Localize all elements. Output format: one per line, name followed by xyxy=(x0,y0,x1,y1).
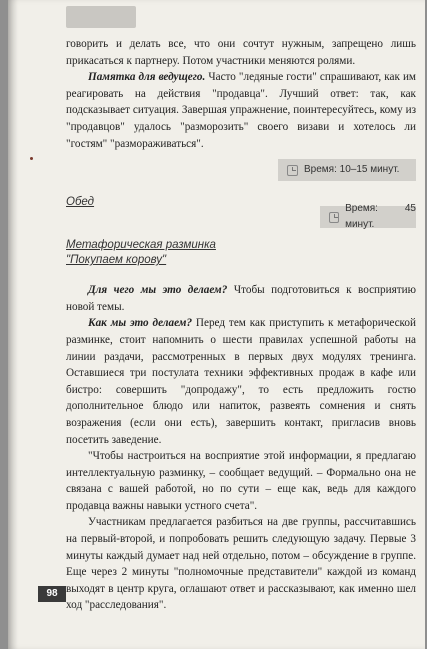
paragraph-4-text: Перед тем как приступить к метафорической разминке, стоит напомнить о шести правилах успешной работы на линии раздачи, рассмотренных в первых двух модулях тренинга. Оставшиеся три постулата техники эффективных продаж в кафе или бистро: совершить "допродажу", то есть предложить гостю дополнительное блюдо или напиток, развеять сомнения и снять возражения (если они есть), завершить контакт, пригласив вновь посетить заведение. xyxy=(66,317,416,446)
paragraph-3-lead: Для чего мы это делаем? xyxy=(88,284,228,297)
paragraph-2 xyxy=(66,69,416,152)
paragraph-3-text: Чтобы подготовиться к восприятию новой темы. xyxy=(66,284,417,313)
time-badge-1-label: Время: 10–15 минут. xyxy=(304,163,400,175)
margin-mark xyxy=(30,157,33,160)
clock-icon xyxy=(287,165,298,176)
header-tab xyxy=(66,6,136,28)
clock-icon xyxy=(329,212,339,223)
paragraph-3 xyxy=(66,282,416,315)
paragraph-4 xyxy=(66,315,416,448)
time-badge-2-label: Время: 45 минут. xyxy=(345,202,416,231)
time-badge-2 xyxy=(320,202,416,231)
section-title-metaphoric-line2: "Покупаем корову" xyxy=(66,254,167,267)
time-badge-1 xyxy=(278,159,416,181)
paragraph-5: "Чтобы настроиться на восприятие этой информации, я предлагаю интеллектуальную разминку, – сообщает ведущий. – Формально она не связана с вашей работой, но по сути – еще как, ведь для каждого продавца важны навыки устного счета". xyxy=(66,450,416,512)
page-content xyxy=(66,36,416,614)
book-page xyxy=(8,0,425,649)
section-title-metaphoric-line1: Метафорическая разминка xyxy=(66,239,216,252)
paragraph-2-lead: Памятка для ведущего. xyxy=(88,71,206,84)
page-number: 98 xyxy=(38,586,66,602)
paragraph-6: Участникам предлагается разбиться на две группы, рассчитавшись на первый-второй, и попробовать решить следующую задачу. Первые 3 минуты каждый думает над ней отдельно, потом – обсуждение в группе. Еще через 2 минуты "полномочные представители" каждой из команд выходят в центр круга, оглашают ответ и рассказывают, как именно шел ход "расследования". xyxy=(66,516,416,612)
paragraph-2-text: Часто "ледяные гости" спрашивают, как им реагировать на действия "продавца". Лучший ответ: так, как подсказывает ситуация. Завершая упражнение, поинтересуйтесь, кому из "продавцов" удалось "разморозить" своего визави и хотелось ли "гостям" "размораживаться". xyxy=(66,71,417,150)
paragraph-4-lead: Как мы это делаем? xyxy=(88,317,193,330)
section-title-lunch: Обед xyxy=(66,196,95,209)
paragraph-1: говорить и делать все, что они сочтут нужным, запрещено лишь прикасаться к партнеру. Потом участники меняются ролями. xyxy=(66,38,416,67)
binding-shadow xyxy=(8,0,18,649)
section-title-metaphoric xyxy=(66,238,416,268)
